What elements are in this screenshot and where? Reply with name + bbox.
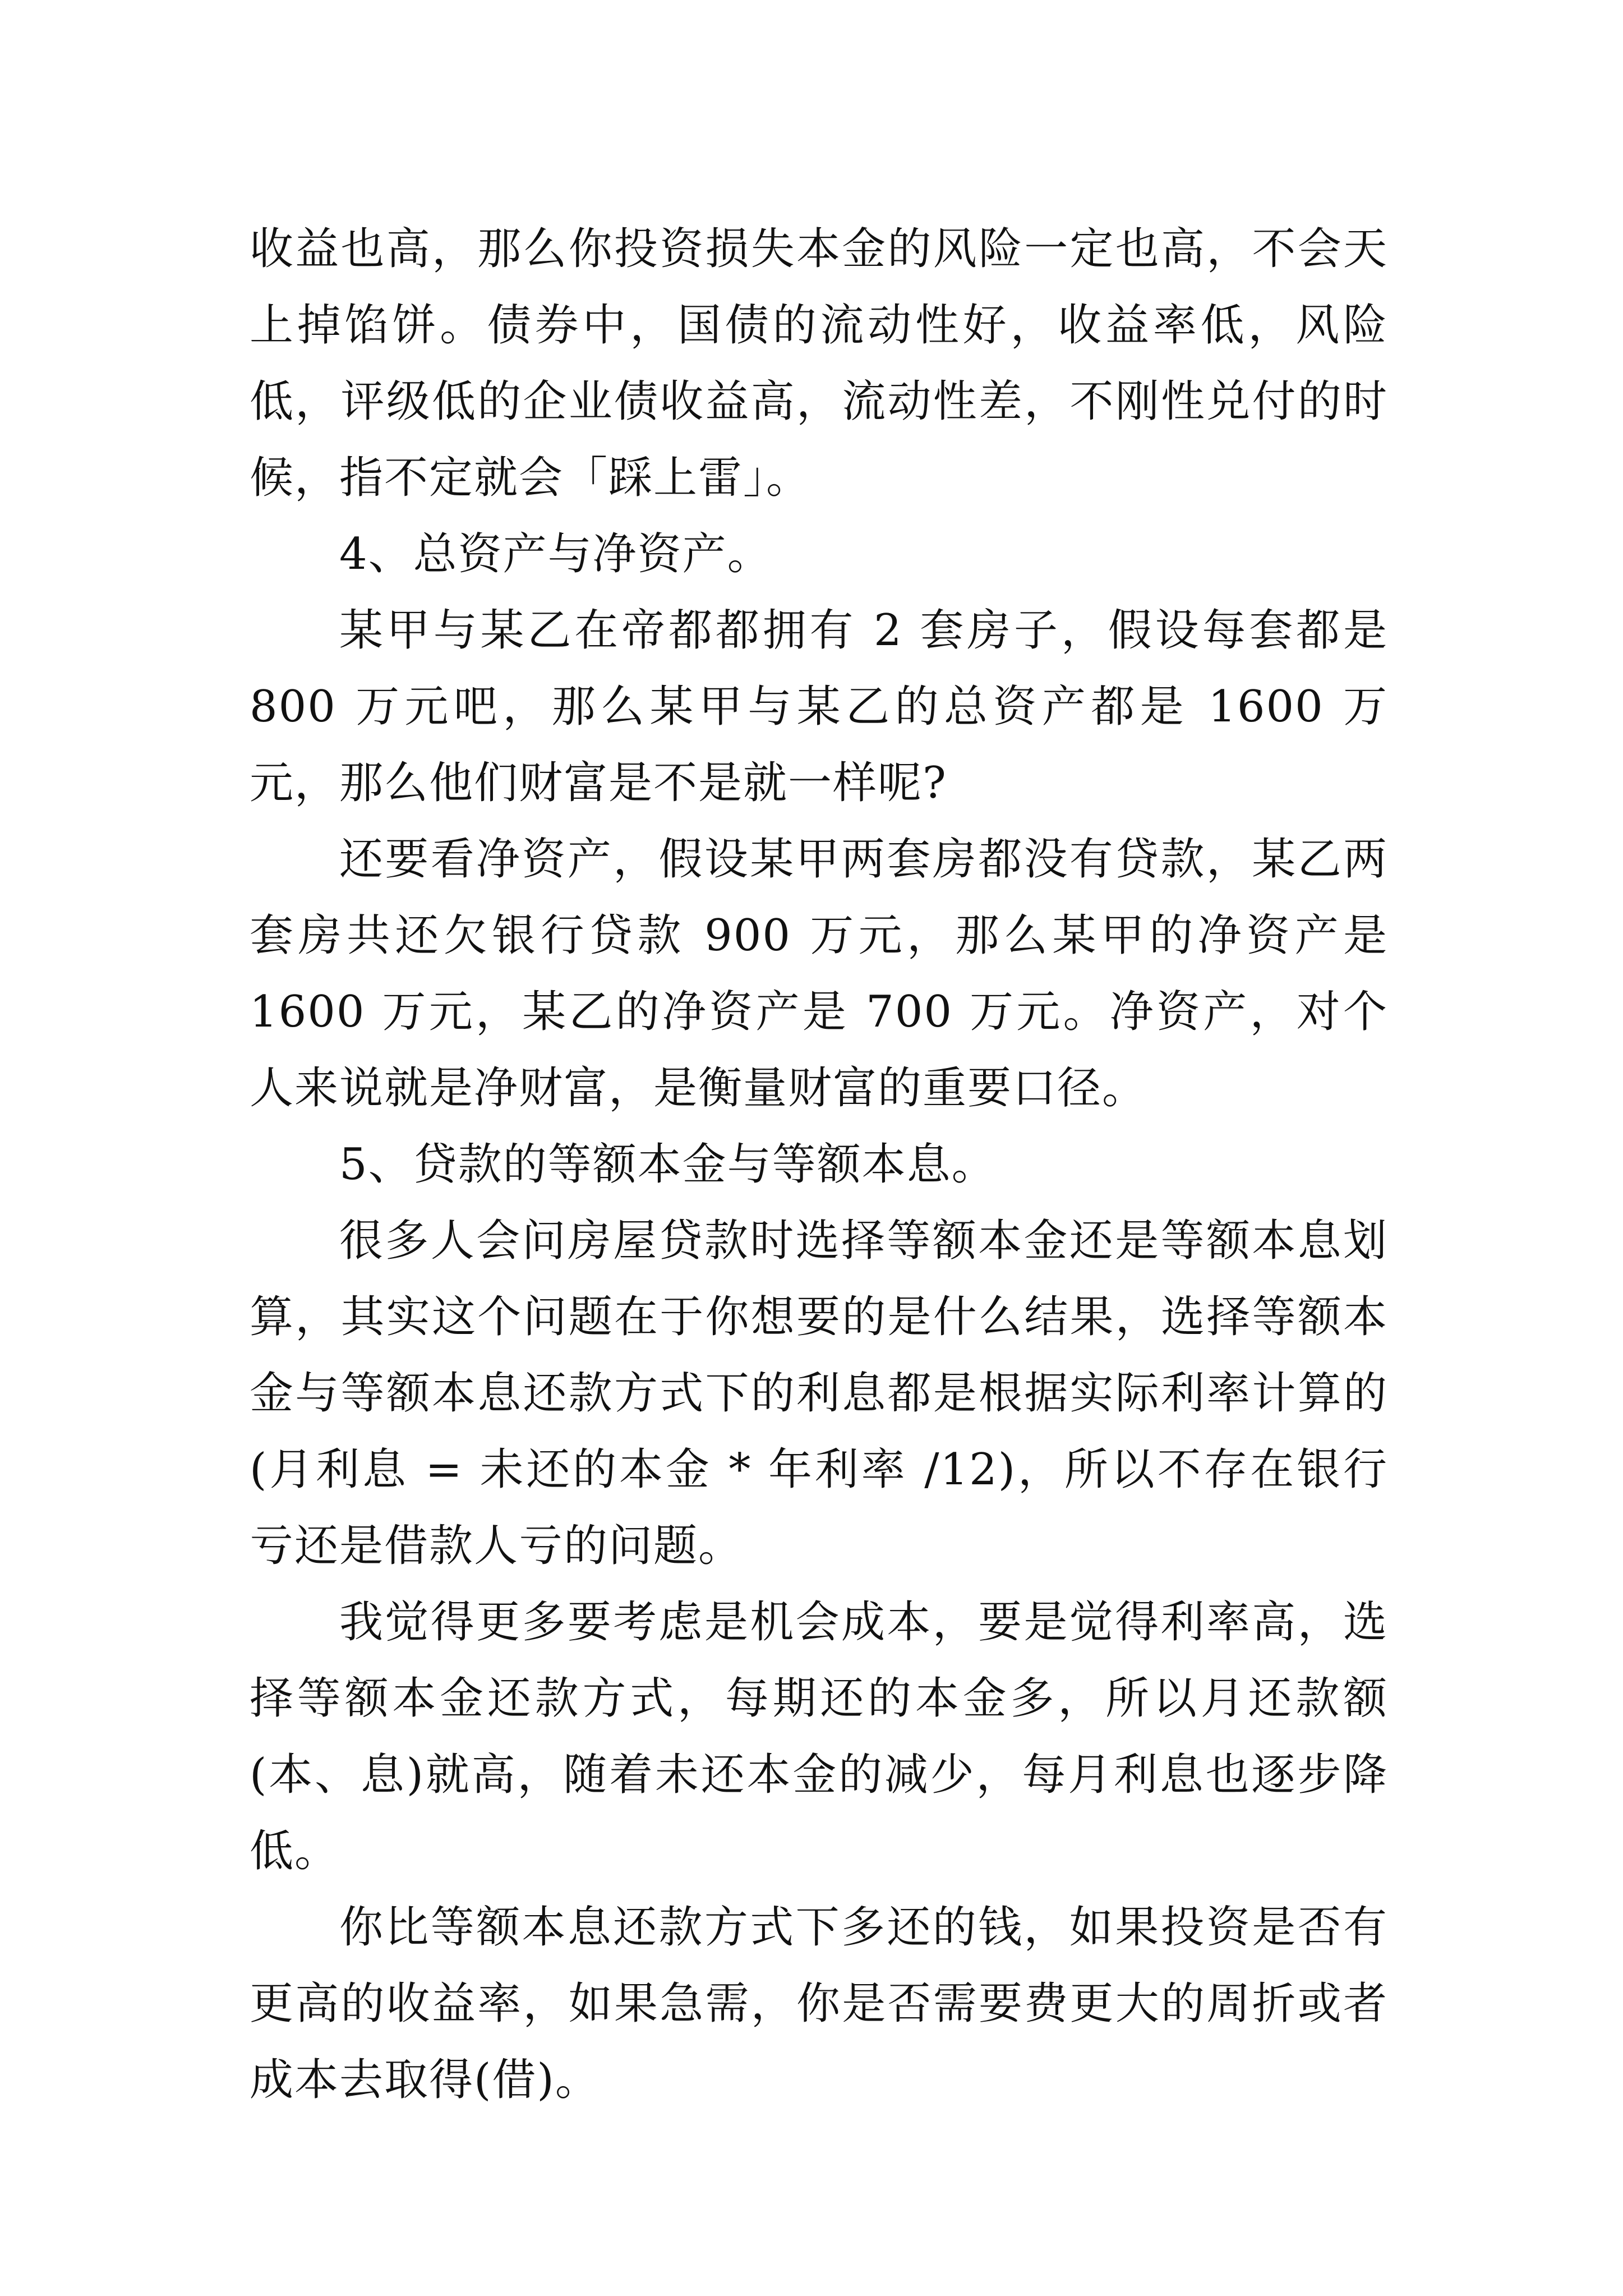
paragraph-net-assets: 还要看净资产，假设某甲两套房都没有贷款，某乙两套房共还欠银行贷款 900 万元，那么某甲的净资产是 1600 万元，某乙的净资产是 700 万元。净资产，对个人来说就是净财富，是衡量财富的重要口径。 <box>250 834 1388 1114</box>
paragraph-opportunity-cost: 我觉得更多要考虑是机会成本，要是觉得利率高，选择等额本金还款方式，每期还的本金多，所以月还款额(本、息)就高，随着未还本金的减少，每月利息也逐步降低。 <box>250 1597 1388 1876</box>
paragraph-loan-methods: 很多人会问房屋贷款时选择等额本金还是等额本息划算，其实这个问题在于你想要的是什么结果，选择等额本金与等额本息还款方式下的利息都是根据实际利率计算的(月利息 = 未还的本金 * 年利率 /12)，所以不存在银行亏还是借款人亏的问题。 <box>250 1216 1388 1571</box>
document-body <box>250 211 1388 2118</box>
section-heading-5: 5、贷款的等额本金与等额本息。 <box>339 1139 997 1190</box>
paragraph-extra-repayment: 你比等额本息还款方式下多还的钱，如果投资是否有更高的收益率，如果急需，你是否需要费更大的周折或者成本去取得(借)。 <box>250 1902 1388 2105</box>
paragraph-total-assets-example: 某甲与某乙在帝都都拥有 2 套房子，假设每套都是 800 万元吧，那么某甲与某乙的总资产都是 1600 万元，那么他们财富是不是就一样呢? <box>250 605 1388 808</box>
paragraph-continuation: 收益也高，那么你投资损失本金的风险一定也高，不会天上掉馅饼。债券中，国债的流动性好，收益率低，风险低，评级低的企业债收益高，流动性差，不刚性兑付的时候，指不定就会「踩上雷」。 <box>250 224 1388 503</box>
section-heading-4: 4、总资产与净资产。 <box>339 529 772 579</box>
